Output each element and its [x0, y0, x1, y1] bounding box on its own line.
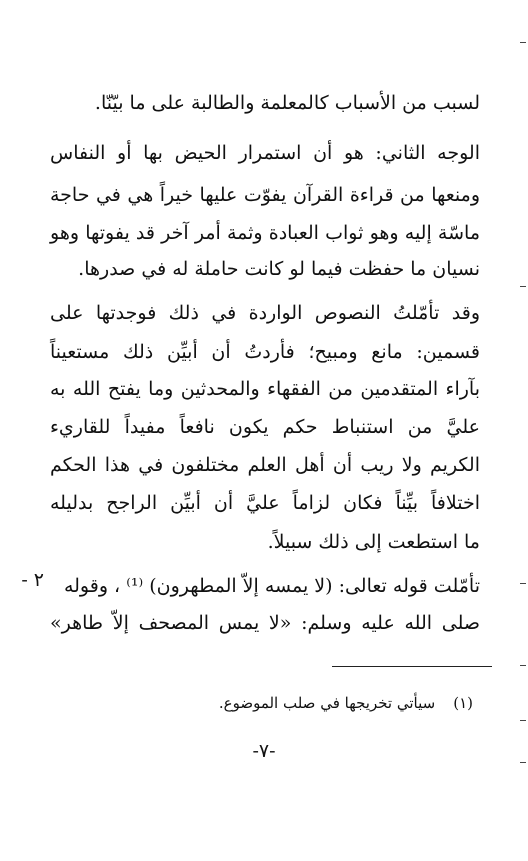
list-item-line-1: تأمّلت قوله تعالى: (لا يمسه إلاّ المطهرون) ⁽¹⁾ ، وقوله	[63, 575, 480, 597]
footnote-divider	[332, 666, 492, 667]
footnote-text: سيأتي تخريجها في صلب الموضوع.	[218, 694, 436, 712]
footnote-number: (١)	[453, 694, 473, 712]
text-line-11: اختلافاً بيِّناً فكان لزاماً عليَّ أن أبيِّن الراجح بدليله	[50, 492, 480, 514]
list-item-line-2: صلى الله عليه وسلم: «لا يمس المصحف إلاّ طاهر»	[50, 612, 480, 634]
text-line-3: ومنعها من قراءة القرآن يفوّت عليها خيراً هي في حاجة	[50, 184, 480, 206]
text-line-4: ماسّة إليه وهو ثواب العبادة وثمة أمر آخر قد يفوتها وهو	[50, 222, 480, 244]
text-line-1: لسبب من الأسباب كالمعلمة والطالبة على ما بيّنّا.	[94, 92, 480, 114]
scan-edge-mark	[520, 583, 526, 584]
scan-edge-mark	[520, 286, 526, 287]
footnote	[219, 690, 473, 716]
scan-edge-mark	[520, 665, 526, 666]
scan-edge-mark	[520, 762, 526, 763]
text-line-5: نسيان ما حفظت فيما لو كانت حاملة له في صدرها.	[78, 258, 480, 280]
scan-edge-mark	[520, 42, 526, 43]
list-item-number: ٢ -	[21, 569, 44, 591]
page-number: -٧-	[252, 740, 276, 762]
text-line-8: بآراء المتقدمين من الفقهاء والمحدثين وما يفتح الله به	[50, 378, 480, 400]
text-line-9: عليَّ من استنباط حكم يكون نافعاً مفيداً للقاريء	[50, 416, 480, 438]
text-line-10: الكريم ولا ريب أن أهل العلم مختلفون في هذا الحكم	[50, 454, 480, 476]
text-line-12: ما استطعت إلى ذلك سبيلاً.	[267, 531, 480, 553]
text-line-6: وقد تأمّلتُ النصوص الواردة في ذلك فوجدتها على	[50, 302, 480, 324]
text-line-7: قسمين: مانع ومبيح؛ فأردتُ أن أبيِّن ذلك مستعيناً	[50, 341, 480, 363]
scan-edge-mark	[520, 720, 526, 721]
text-line-2: الوجه الثاني: هو أن استمرار الحيض بها أو النفاس	[50, 142, 480, 164]
